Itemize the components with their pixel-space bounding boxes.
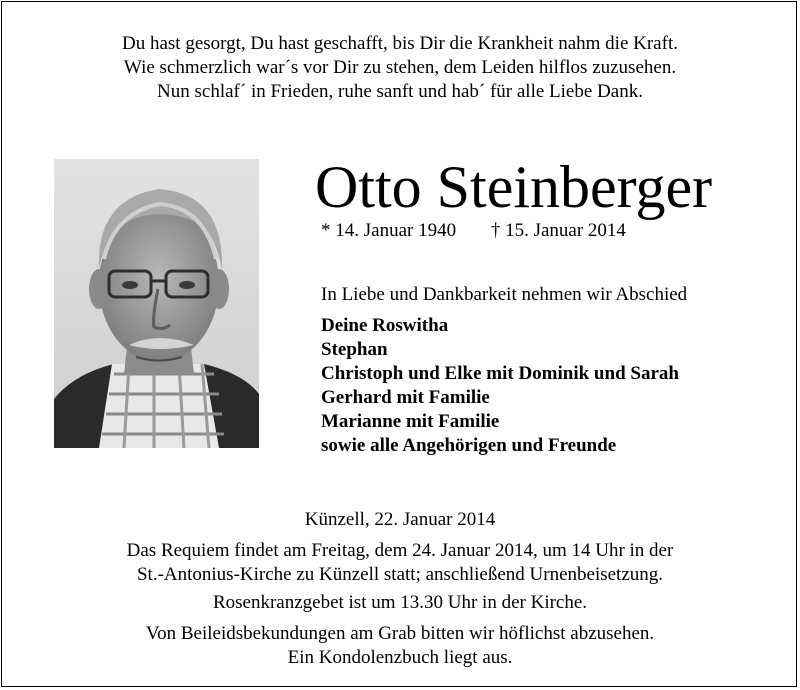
- obituary-notice: [1, 1, 797, 687]
- requiem-line: Das Requiem findet am Freitag, dem 24. Januar 2014, um 14 Uhr in der: [126, 540, 674, 561]
- condolence-line: Von Beileidsbekundungen am Grab bitten wir höflichst abzusehen.: [145, 623, 655, 644]
- deceased-name: Otto Steinberger: [315, 154, 713, 220]
- place-date: Künzell, 22. Januar 2014: [304, 509, 496, 530]
- condolence-line: Ein Kondolenzbuch liegt aus.: [287, 647, 513, 668]
- life-dates: [321, 219, 626, 243]
- birth-date: * 14. Januar 1940: [321, 220, 457, 241]
- verse-line: Wie schmerzlich war´s vor Dir zu stehen, dem Leiden hilflos zuzusehen.: [123, 57, 677, 78]
- requiem-line: St.-Antonius-Kirche zu Künzell statt; anschließend Urnenbeisetzung.: [136, 564, 664, 585]
- rosary-info: Rosenkranzgebet ist um 13.30 Uhr in der Kirche.: [212, 592, 588, 613]
- mourners-list: [321, 314, 679, 458]
- verse-line: Nun schlaf´ in Frieden, ruhe sanft und hab´ für alle Liebe Dank.: [157, 81, 643, 102]
- mourner-item: Marianne mit Familie: [321, 411, 500, 432]
- death-date: † 15. Januar 2014: [490, 220, 626, 241]
- farewell-line: In Liebe und Dankbarkeit nehmen wir Abschied: [321, 284, 688, 305]
- memorial-verse: [2, 32, 798, 104]
- condolence-info: [2, 622, 798, 670]
- mourner-item: Christoph und Elke mit Dominik und Sarah: [321, 363, 679, 384]
- mourner-item: sowie alle Angehörigen und Freunde: [321, 435, 617, 456]
- verse-line: Du hast gesorgt, Du hast geschafft, bis Dir die Krankheit nahm die Kraft.: [122, 33, 678, 54]
- mourner-item: Stephan: [321, 339, 388, 360]
- mourner-item: Gerhard mit Familie: [321, 387, 490, 408]
- portrait-photo: [54, 159, 259, 448]
- mourner-item: Deine Roswitha: [321, 315, 449, 336]
- requiem-info: [2, 539, 798, 587]
